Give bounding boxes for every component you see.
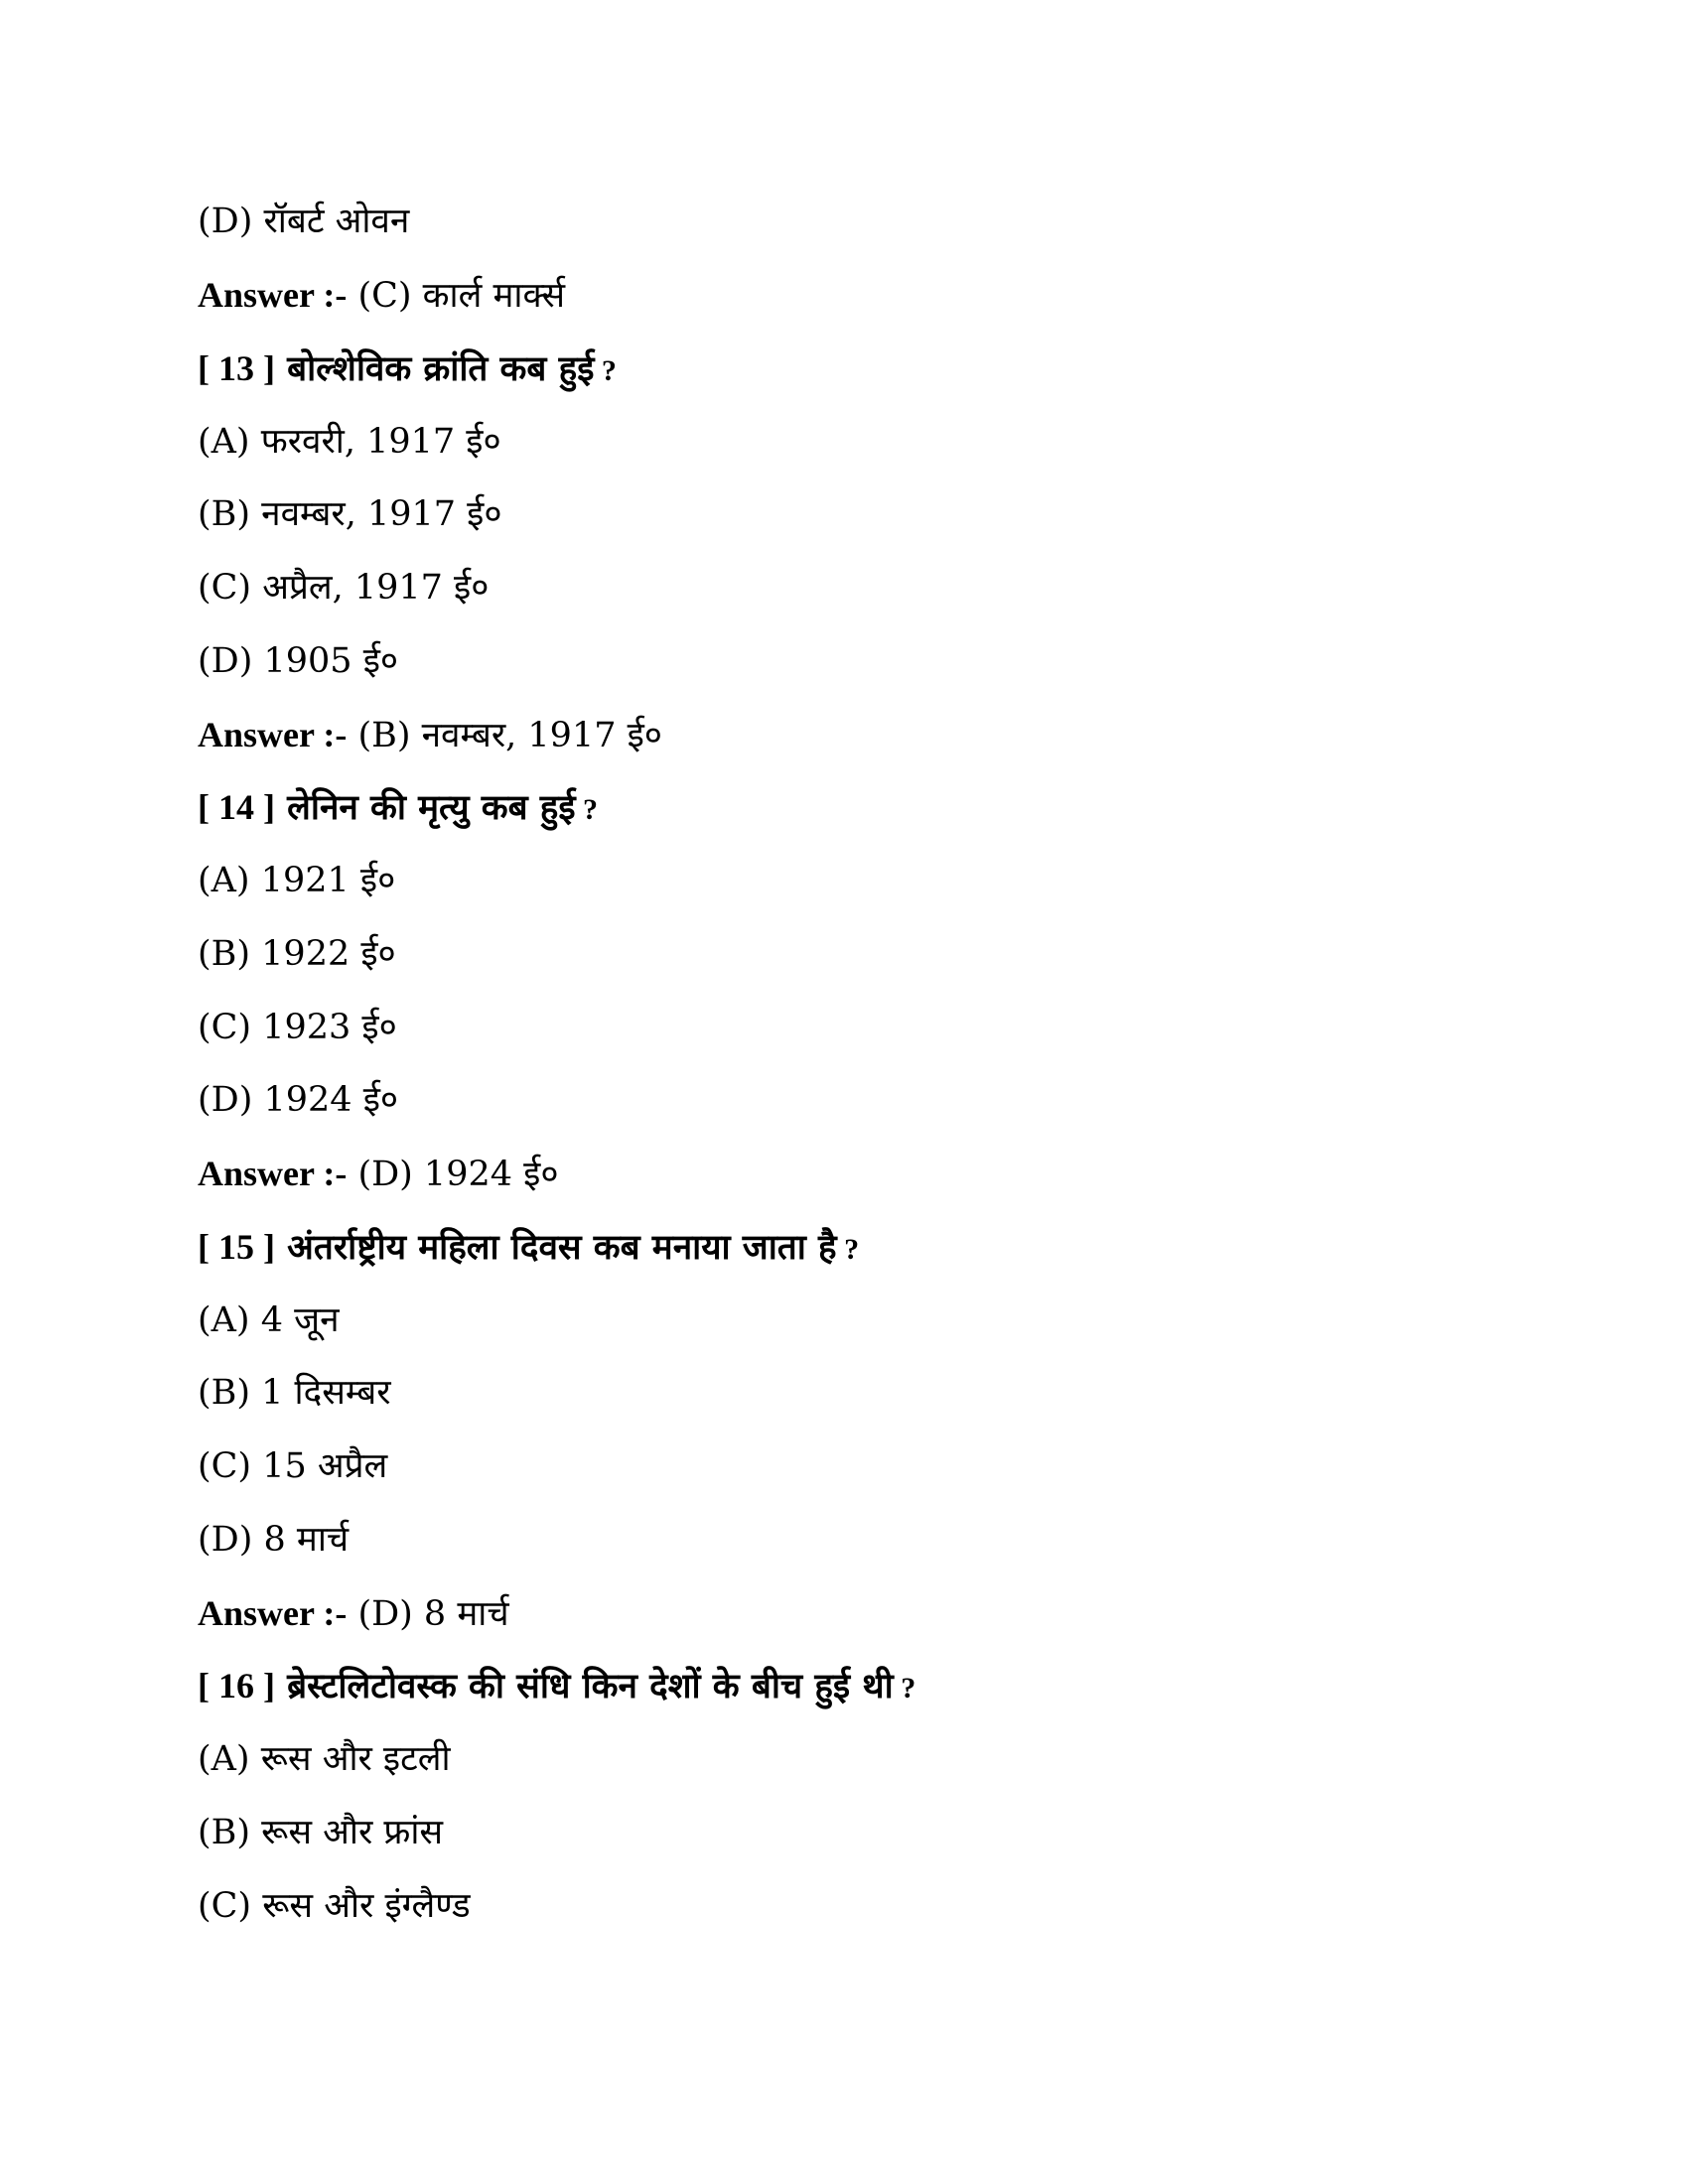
option-text: (B) नवम्बर, 1917 ई० (198, 494, 502, 534)
option-text: (D) 1924 ई० (198, 1080, 399, 1120)
option-text: (A) फरवरी, 1917 ई० (198, 422, 501, 462)
question-line (198, 1661, 915, 1713)
answer-line (198, 1149, 559, 1199)
option-line (198, 1808, 443, 1857)
option-text: (D) रॉबर्ट ओवन (198, 202, 410, 241)
option-line (198, 636, 398, 686)
answer-text: (C) कार्ल मार्क्स (347, 276, 565, 316)
option-text: (C) रूस और इंग्लैण्ड (198, 1886, 471, 1926)
option-line (198, 929, 396, 979)
question-number: [ 13 ] (198, 348, 275, 388)
answer-label: Answer :- (198, 275, 348, 315)
question-mark: ? (893, 1672, 916, 1705)
option-line (198, 1368, 391, 1418)
question-line (198, 1222, 859, 1275)
option-text: (D) 1905 ई० (198, 641, 399, 681)
option-text: (A) 4 जून (198, 1300, 340, 1340)
question-number: [ 14 ] (198, 787, 275, 827)
question-text: ब्रेस्टलिटोवस्क की संधि किन देशों के बीच हुई थी (274, 1666, 894, 1706)
option-text: (A) 1921 ई० (198, 861, 396, 900)
answer-text: (B) नवम्बर, 1917 ई० (347, 716, 662, 755)
option-text: (B) 1 दिसम्बर (198, 1373, 391, 1413)
question-number: [ 16 ] (198, 1666, 275, 1706)
answer-line (198, 270, 565, 321)
option-line (198, 1075, 398, 1125)
question-text: अंतर्राष्ट्रीय महिला दिवस कब मनाया जाता है (274, 1227, 837, 1268)
option-line (198, 417, 501, 467)
option-text: (A) रूस और इटली (198, 1739, 451, 1779)
question-text: लेनिन की मृत्यु कब हुई (274, 787, 576, 828)
option-text: (C) 15 अप्रैल (198, 1446, 388, 1486)
answer-line (198, 710, 662, 760)
question-line (198, 782, 598, 835)
question-line (198, 343, 617, 396)
option-line (198, 1734, 451, 1784)
question-mark: ? (836, 1233, 860, 1266)
question-text: बोल्शेविक क्रांति कब हुई (274, 348, 595, 389)
option-line (198, 1881, 471, 1931)
question-number: [ 15 ] (198, 1227, 275, 1267)
option-line (198, 1441, 387, 1491)
option-text: (D) 8 मार्च (198, 1520, 350, 1560)
answer-label: Answer :- (198, 1154, 348, 1193)
answer-label: Answer :- (198, 715, 348, 754)
answer-label: Answer :- (198, 1593, 348, 1633)
answer-line (198, 1588, 509, 1639)
option-line (198, 856, 395, 905)
option-text: (C) 1923 ई० (198, 1008, 397, 1047)
option-text: (B) रूस और फ्रांस (198, 1813, 444, 1852)
option-line (198, 563, 489, 613)
answer-text: (D) 1924 ई० (347, 1155, 559, 1194)
option-line (198, 1003, 397, 1052)
option-text: (C) अप्रैल, 1917 ई० (198, 568, 490, 608)
option-line (198, 197, 409, 246)
answer-text: (D) 8 मार्च (347, 1594, 509, 1634)
option-line (198, 1515, 349, 1565)
question-mark: ? (575, 793, 599, 826)
option-line (198, 489, 502, 539)
option-line (198, 1296, 340, 1345)
option-text: (B) 1922 ई० (198, 934, 396, 974)
question-mark: ? (594, 354, 617, 387)
